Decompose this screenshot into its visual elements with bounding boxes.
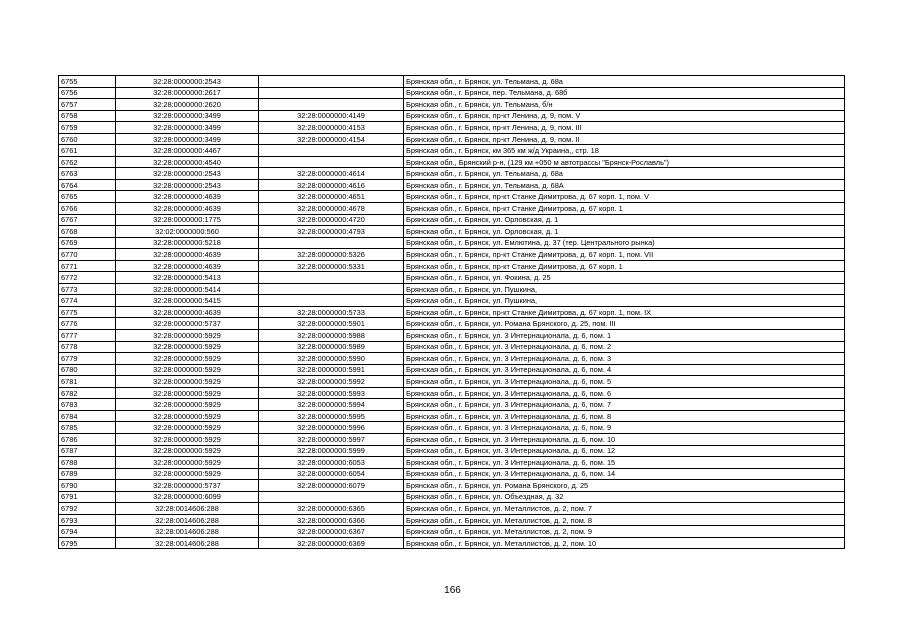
row-number-cell: 6766 [59, 203, 116, 215]
related-cadastral-number-cell: 32:28:0000000:6079 [259, 480, 404, 492]
cadastral-number-cell: 32:28:0000000:3499 [116, 122, 259, 134]
address-cell: Брянская обл., г. Брянск, пр-кт Станке Димитрова, д. 67 корп. 1 [404, 203, 845, 215]
table-row [59, 433, 845, 445]
table-row [59, 422, 845, 434]
page-number: 166 [444, 585, 461, 596]
cadastral-number-cell: 32:28:0000000:4540 [116, 156, 259, 168]
table-row [59, 191, 845, 203]
address-cell: Брянская обл., г. Брянск, пр-кт Станке Димитрова, д. 67 корп. 1 [404, 260, 845, 272]
table-row [59, 364, 845, 376]
cadastral-number-cell: 32:28:0000000:5929 [116, 433, 259, 445]
row-number-cell: 6763 [59, 168, 116, 180]
table-row [59, 260, 845, 272]
related-cadastral-number-cell: 32:28:0000000:4616 [259, 179, 404, 191]
cadastral-number-cell: 32:28:0000000:5929 [116, 330, 259, 342]
table-row [59, 87, 845, 99]
table-row [59, 514, 845, 526]
row-number-cell: 6761 [59, 145, 116, 157]
cadastral-number-cell: 32:28:0000000:5929 [116, 364, 259, 376]
address-cell: Брянская обл., г. Брянск, ул. Тельмана, д. 68а [404, 168, 845, 180]
table-row [59, 306, 845, 318]
table-row [59, 156, 845, 168]
address-cell: Брянская обл., г. Брянск, пр-кт Ленина, д. 9, пом. III [404, 122, 845, 134]
table-row [59, 272, 845, 284]
address-cell: Брянская обл., г. Брянск, ул. Пушкина, [404, 295, 845, 307]
related-cadastral-number-cell: 32:28:0000000:4720 [259, 214, 404, 226]
row-number-cell: 6792 [59, 503, 116, 515]
address-cell: Брянская обл., г. Брянск, ул. 3 Интернационала, д. 6, пом. 15 [404, 457, 845, 469]
row-number-cell: 6755 [59, 76, 116, 88]
address-cell: Брянская обл., г. Брянск, ул. 3 Интернационала, д. 6, пом. 8 [404, 410, 845, 422]
cadastral-number-cell: 32:28:0000000:2543 [116, 168, 259, 180]
related-cadastral-number-cell: 32:28:0000000:4793 [259, 226, 404, 238]
related-cadastral-number-cell [259, 87, 404, 99]
table-row [59, 179, 845, 191]
cadastral-number-cell: 32:28:0000000:5929 [116, 410, 259, 422]
related-cadastral-number-cell [259, 76, 404, 88]
row-number-cell: 6774 [59, 295, 116, 307]
row-number-cell: 6765 [59, 191, 116, 203]
row-number-cell: 6782 [59, 387, 116, 399]
related-cadastral-number-cell [259, 145, 404, 157]
related-cadastral-number-cell: 32:28:0000000:5988 [259, 330, 404, 342]
table-row [59, 491, 845, 503]
address-cell: Брянская обл., г. Брянск, ул. Орловская, д. 1 [404, 226, 845, 238]
cadastral-number-cell: 32:28:0014606:288 [116, 503, 259, 515]
cadastral-number-cell: 32:28:0000000:5929 [116, 353, 259, 365]
row-number-cell: 6789 [59, 468, 116, 480]
related-cadastral-number-cell: 32:28:0000000:4153 [259, 122, 404, 134]
cadastral-number-cell: 32:28:0014606:288 [116, 537, 259, 549]
cadastral-number-cell: 32:28:0000000:4467 [116, 145, 259, 157]
row-number-cell: 6760 [59, 133, 116, 145]
related-cadastral-number-cell: 32:28:0000000:5990 [259, 353, 404, 365]
related-cadastral-number-cell: 32:28:0000000:5989 [259, 341, 404, 353]
property-registry-table [58, 75, 845, 549]
cadastral-number-cell: 32:02:0000000:560 [116, 226, 259, 238]
address-cell: Брянская обл., г. Брянск, ул. Металлистов, д. 2, пом. 9 [404, 526, 845, 538]
cadastral-number-cell: 32:28:0000000:5929 [116, 445, 259, 457]
row-number-cell: 6759 [59, 122, 116, 134]
table-row [59, 537, 845, 549]
cadastral-number-cell: 32:28:0000000:5929 [116, 457, 259, 469]
related-cadastral-number-cell: 32:28:0000000:5326 [259, 249, 404, 261]
cadastral-number-cell: 32:28:0000000:3499 [116, 133, 259, 145]
address-cell: Брянская обл., г. Брянск, км 365 км ж/д Украина,, стр. 18 [404, 145, 845, 157]
cadastral-number-cell: 32:28:0014606:288 [116, 514, 259, 526]
related-cadastral-number-cell: 32:28:0000000:4154 [259, 133, 404, 145]
address-cell: Брянская обл., г. Брянск, пр-кт Ленина, д. 9, пом. V [404, 110, 845, 122]
address-cell: Брянская обл., г. Брянск, ул. 3 Интернационала, д. 6, пом. 7 [404, 399, 845, 411]
address-cell: Брянская обл., г. Брянск, пр-кт Станке Димитрова, д. 67 корп. 1, пом. IX [404, 306, 845, 318]
row-number-cell: 6790 [59, 480, 116, 492]
table-row [59, 145, 845, 157]
cadastral-number-cell: 32:28:0000000:3499 [116, 110, 259, 122]
table-row [59, 526, 845, 538]
cadastral-number-cell: 32:28:0000000:2543 [116, 76, 259, 88]
address-cell: Брянская обл., г. Брянск, ул. 3 Интернационала, д. 6, пом. 5 [404, 376, 845, 388]
registry-table-body [59, 76, 845, 549]
address-cell: Брянская обл., г. Брянск, ул. Тельмана, д. 68а [404, 76, 845, 88]
address-cell: Брянская обл., г. Брянск, ул. 3 Интернационала, д. 6, пом. 10 [404, 433, 845, 445]
related-cadastral-number-cell: 32:28:0000000:5993 [259, 387, 404, 399]
table-row [59, 295, 845, 307]
row-number-cell: 6788 [59, 457, 116, 469]
table-row [59, 76, 845, 88]
cadastral-number-cell: 32:28:0000000:4639 [116, 203, 259, 215]
row-number-cell: 6786 [59, 433, 116, 445]
table-row [59, 99, 845, 111]
table-row [59, 122, 845, 134]
address-cell: Брянская обл., г. Брянск, пр-кт Ленина, д. 9, пом. II [404, 133, 845, 145]
address-cell: Брянская обл., г. Брянск, ул. Романа Брянского, д. 25, пом. III [404, 318, 845, 330]
related-cadastral-number-cell: 32:28:0000000:6369 [259, 537, 404, 549]
address-cell: Брянская обл., г. Брянск, ул. Пушкина, [404, 283, 845, 295]
row-number-cell: 6769 [59, 237, 116, 249]
table-row [59, 203, 845, 215]
row-number-cell: 6773 [59, 283, 116, 295]
related-cadastral-number-cell [259, 272, 404, 284]
row-number-cell: 6777 [59, 330, 116, 342]
address-cell: Брянская обл., г. Брянск, ул. 3 Интернационала, д. 6, пом. 12 [404, 445, 845, 457]
row-number-cell: 6776 [59, 318, 116, 330]
table-row [59, 353, 845, 365]
row-number-cell: 6757 [59, 99, 116, 111]
address-cell: Брянская обл., г. Брянск, ул. Фокина, д. 25 [404, 272, 845, 284]
row-number-cell: 6785 [59, 422, 116, 434]
table-row [59, 387, 845, 399]
address-cell: Брянская обл., г. Брянск, ул. 3 Интернационала, д. 6, пом. 6 [404, 387, 845, 399]
row-number-cell: 6756 [59, 87, 116, 99]
row-number-cell: 6767 [59, 214, 116, 226]
table-row [59, 376, 845, 388]
table-row [59, 341, 845, 353]
table-row [59, 226, 845, 238]
related-cadastral-number-cell: 32:28:0000000:5995 [259, 410, 404, 422]
cadastral-number-cell: 32:28:0000000:6099 [116, 491, 259, 503]
row-number-cell: 6780 [59, 364, 116, 376]
related-cadastral-number-cell: 32:28:0000000:5994 [259, 399, 404, 411]
related-cadastral-number-cell: 32:28:0000000:6054 [259, 468, 404, 480]
row-number-cell: 6771 [59, 260, 116, 272]
table-row [59, 457, 845, 469]
row-number-cell: 6787 [59, 445, 116, 457]
row-number-cell: 6758 [59, 110, 116, 122]
cadastral-number-cell: 32:28:0000000:5929 [116, 422, 259, 434]
cadastral-number-cell: 32:28:0000000:5737 [116, 318, 259, 330]
row-number-cell: 6793 [59, 514, 116, 526]
related-cadastral-number-cell: 32:28:0000000:5999 [259, 445, 404, 457]
address-cell: Брянская обл., г. Брянск, пер. Тельмана, д. 68б [404, 87, 845, 99]
related-cadastral-number-cell: 32:28:0000000:5331 [259, 260, 404, 272]
row-number-cell: 6762 [59, 156, 116, 168]
cadastral-number-cell: 32:28:0000000:5929 [116, 468, 259, 480]
cadastral-number-cell: 32:28:0000000:5414 [116, 283, 259, 295]
cadastral-number-cell: 32:28:0000000:2617 [116, 87, 259, 99]
related-cadastral-number-cell [259, 491, 404, 503]
address-cell: Брянская обл., г. Брянск, пр-кт Станке Димитрова, д. 67 корп. 1, пом. VII [404, 249, 845, 261]
cadastral-number-cell: 32:28:0000000:5737 [116, 480, 259, 492]
table-row [59, 503, 845, 515]
row-number-cell: 6768 [59, 226, 116, 238]
cadastral-number-cell: 32:28:0000000:4639 [116, 306, 259, 318]
cadastral-number-cell: 32:28:0000000:5929 [116, 341, 259, 353]
related-cadastral-number-cell: 32:28:0000000:5992 [259, 376, 404, 388]
table-row [59, 249, 845, 261]
table-row [59, 318, 845, 330]
related-cadastral-number-cell [259, 283, 404, 295]
row-number-cell: 6770 [59, 249, 116, 261]
cadastral-number-cell: 32:28:0014606:288 [116, 526, 259, 538]
cadastral-number-cell: 32:28:0000000:2620 [116, 99, 259, 111]
row-number-cell: 6764 [59, 179, 116, 191]
related-cadastral-number-cell: 32:28:0000000:6053 [259, 457, 404, 469]
cadastral-number-cell: 32:28:0000000:5218 [116, 237, 259, 249]
cadastral-number-cell: 32:28:0000000:5415 [116, 295, 259, 307]
address-cell: Брянская обл., г. Брянск, ул. Тельмана, д. 68А [404, 179, 845, 191]
related-cadastral-number-cell: 32:28:0000000:6365 [259, 503, 404, 515]
table-row [59, 445, 845, 457]
table-row [59, 468, 845, 480]
table-row [59, 133, 845, 145]
related-cadastral-number-cell: 32:28:0000000:5996 [259, 422, 404, 434]
related-cadastral-number-cell [259, 295, 404, 307]
related-cadastral-number-cell: 32:28:0000000:5991 [259, 364, 404, 376]
table-row [59, 168, 845, 180]
address-cell: Брянская обл., г. Брянск, ул. Емлютина, д. 37 (тер. Центрального рынка) [404, 237, 845, 249]
related-cadastral-number-cell: 32:28:0000000:5997 [259, 433, 404, 445]
address-cell: Брянская обл., г. Брянск, ул. 3 Интернационала, д. 6, пом. 4 [404, 364, 845, 376]
related-cadastral-number-cell: 32:28:0000000:6367 [259, 526, 404, 538]
row-number-cell: 6778 [59, 341, 116, 353]
table-row [59, 410, 845, 422]
address-cell: Брянская обл., Брянский р-н, (129 км +050 м автотрассы "Брянск-Рославль") [404, 156, 845, 168]
related-cadastral-number-cell [259, 156, 404, 168]
row-number-cell: 6775 [59, 306, 116, 318]
cadastral-number-cell: 32:28:0000000:4639 [116, 191, 259, 203]
table-row [59, 480, 845, 492]
address-cell: Брянская обл., г. Брянск, ул. Романа Брянского, д. 25 [404, 480, 845, 492]
related-cadastral-number-cell: 32:28:0000000:5733 [259, 306, 404, 318]
address-cell: Брянская обл., г. Брянск, ул. Тельмана, б/н [404, 99, 845, 111]
address-cell: Брянская обл., г. Брянск, ул. 3 Интернационала, д. 6, пом. 9 [404, 422, 845, 434]
row-number-cell: 6779 [59, 353, 116, 365]
row-number-cell: 6781 [59, 376, 116, 388]
cadastral-number-cell: 32:28:0000000:5929 [116, 376, 259, 388]
related-cadastral-number-cell: 32:28:0000000:4149 [259, 110, 404, 122]
table-row [59, 330, 845, 342]
address-cell: Брянская обл., г. Брянск, ул. 3 Интернационала, д. 6, пом. 3 [404, 353, 845, 365]
related-cadastral-number-cell: 32:28:0000000:6366 [259, 514, 404, 526]
address-cell: Брянская обл., г. Брянск, ул. Объездная, д. 32 [404, 491, 845, 503]
row-number-cell: 6791 [59, 491, 116, 503]
table-row [59, 214, 845, 226]
cadastral-number-cell: 32:28:0000000:4639 [116, 249, 259, 261]
table-row [59, 283, 845, 295]
cadastral-number-cell: 32:28:0000000:5929 [116, 399, 259, 411]
row-number-cell: 6795 [59, 537, 116, 549]
address-cell: Брянская обл., г. Брянск, ул. 3 Интернационала, д. 6, пом. 2 [404, 341, 845, 353]
address-cell: Брянская обл., г. Брянск, ул. Металлистов, д. 2, пом. 8 [404, 514, 845, 526]
related-cadastral-number-cell [259, 99, 404, 111]
address-cell: Брянская обл., г. Брянск, пр-кт Станке Димитрова, д. 67 корп. 1, пом. V [404, 191, 845, 203]
address-cell: Брянская обл., г. Брянск, ул. Металлистов, д. 2, пом. 7 [404, 503, 845, 515]
address-cell: Брянская обл., г. Брянск, ул. Орловская, д. 1 [404, 214, 845, 226]
row-number-cell: 6794 [59, 526, 116, 538]
related-cadastral-number-cell: 32:28:0000000:5901 [259, 318, 404, 330]
cadastral-number-cell: 32:28:0000000:5413 [116, 272, 259, 284]
row-number-cell: 6784 [59, 410, 116, 422]
related-cadastral-number-cell: 32:28:0000000:4651 [259, 191, 404, 203]
address-cell: Брянская обл., г. Брянск, ул. 3 Интернационала, д. 6, пом. 1 [404, 330, 845, 342]
row-number-cell: 6772 [59, 272, 116, 284]
cadastral-number-cell: 32:28:0000000:4639 [116, 260, 259, 272]
related-cadastral-number-cell: 32:28:0000000:4678 [259, 203, 404, 215]
row-number-cell: 6783 [59, 399, 116, 411]
table-row [59, 110, 845, 122]
address-cell: Брянская обл., г. Брянск, ул. Металлистов, д. 2, пом. 10 [404, 537, 845, 549]
cadastral-number-cell: 32:28:0000000:5929 [116, 387, 259, 399]
cadastral-number-cell: 32:28:0000000:1775 [116, 214, 259, 226]
cadastral-number-cell: 32:28:0000000:2543 [116, 179, 259, 191]
table-row [59, 399, 845, 411]
related-cadastral-number-cell [259, 237, 404, 249]
related-cadastral-number-cell: 32:28:0000000:4614 [259, 168, 404, 180]
table-row [59, 237, 845, 249]
address-cell: Брянская обл., г. Брянск, ул. 3 Интернационала, д. 6, пом. 14 [404, 468, 845, 480]
